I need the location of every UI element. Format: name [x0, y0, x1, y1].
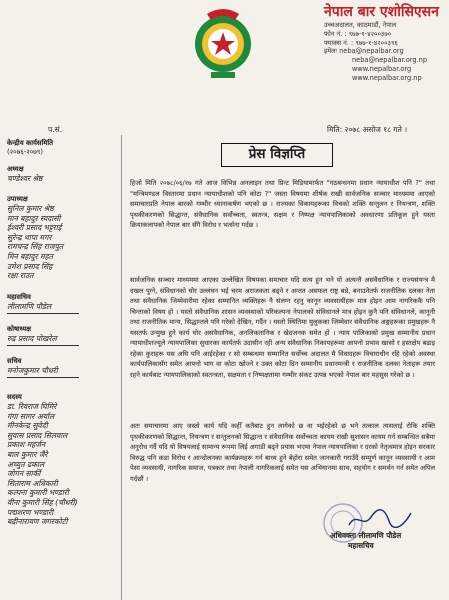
letter-date: मिति: २०७८ असोज १८ गते ।: [327, 125, 408, 134]
org-phone: फोन नं. : ९७७-१-४२००३७०: [324, 29, 392, 38]
member-name: वीना कुमारी सिंह (चौधरी): [7, 497, 78, 507]
vice-chair-name: उमेश प्रसाद सिंह: [7, 261, 53, 271]
member-name: पद्मशरण भण्डारी: [7, 507, 54, 517]
general-secretary-name: लीलामणि पौडेल: [7, 302, 52, 311]
org-website-1[interactable]: www.nepalbar.org: [352, 64, 412, 73]
signatory-title: महासचिव: [348, 541, 374, 550]
chair-section: अध्यक्ष चण्डेश्वर श्रेष्ठ: [7, 165, 43, 183]
committee-heading: केन्द्रीय कार्यसमिति (२०७६-२०७९): [7, 139, 53, 156]
member-name: बद्रीनारायण जगरकोटी: [7, 517, 68, 527]
org-email-1[interactable]: इमेलः neba@nepalbar.org: [324, 47, 404, 56]
org-fax: फ्याक्स नं. : ९७७-१-४२००३९६: [324, 38, 398, 47]
vice-chair-name: रक्षा राउत: [7, 271, 34, 281]
member-name: डा. रिवराज घिमिरे: [7, 402, 57, 411]
org-email-2[interactable]: neba@nepalbar.org.np: [352, 56, 428, 65]
vice-chair-name: मिन बहादुर महत: [7, 251, 53, 261]
vice-chair-name: रामचन्द्र सिंह राजपुत: [7, 242, 64, 252]
vice-chair-section: उपाध्यक्ष सुनिल कुमार श्रेष्ठ मान बहादुर स्वदासी ईश्वरी प्रसाद भट्टराई सुरेन्द्र थापा मगर रामचन्द्र सिंह राजपुत मिन बहादुर महत उमेश प्रसाद सिंह रक्षा राउत: [7, 195, 64, 281]
committee-sidebar: [0, 135, 122, 600]
vice-chair-name: सुनिल कुमार श्रेष्ठ: [7, 204, 54, 213]
vice-chair-name: मान बहादुर स्वदासी: [7, 213, 61, 223]
secretary-name: मनोजकुमार चौधरी: [7, 366, 58, 375]
treasurer-name: रुद्र प्रसाद पोखरेल: [7, 334, 57, 343]
secretary-section: सचिव मनोजकुमार चौधरी: [7, 357, 79, 380]
org-address: उच्चअदालत, काठमाडौं, नेपाल: [324, 21, 397, 29]
paragraph-3: अतः समाचारमा आए जस्तो कार्य यदि कहीँ कतैबाट हुन लागेको छ वा भईरहेको छ भने तत्काल त्यसलाई रोकि शक्ति पृथकीकरणको सिद्धान्त, नियन्त्रण र सन्तुलनको सिद्धान्त र संवैधानिक सर्वोच्चता कायम राखी सुशासन कायम गर्न सम्बन्धित सबैमा अनुरोध गर्दै यदि यो विषयलाई सामान्य रूपमा लिई अगाडी बढ्ने प्रयास भएमा नेपाल न्यायपालिका र दरको नेतृत्वमात्र होइन सरकार विरुद्ध पनि कडा विरोध र आन्दोलनका कार्यक्रमहरू गर्न बाध्य हुने बेहोरा समेत जानकारी गराउँदै सम्पूर्ण कानून व्यवसायी र आम पेसा व्यवसायी, नागरिक समाज, पत्रकार तथा नेपाली नागरिकलाई समेत यस अभियानमा साथ, सहयोग र समर्थन गर्न समेत अपिल गर्दछौं ।: [130, 422, 435, 483]
reference-number-label: प.सं.: [48, 125, 63, 134]
vice-chair-name: ईश्वरी प्रसाद भट्टराई: [7, 223, 62, 233]
signatory-name: अधिवक्ता लीलामणि पौडेल: [330, 531, 402, 540]
member-name: कल्पना कुमारी भण्डारी: [7, 488, 69, 498]
member-name: बाल कुमार जैरे: [7, 449, 48, 459]
signature-icon: [345, 507, 415, 531]
member-name: सिताराम अधिकारी: [7, 478, 58, 488]
member-name: सुवास प्रसाद सिलवाल: [7, 430, 68, 440]
member-name: मीनकेन्द्र सुवेदी: [7, 421, 48, 431]
general-secretary-section: महासचिव लीलामणि पौडेल: [7, 293, 79, 316]
letterhead: [0, 0, 449, 132]
chair-name: चण्डेश्वर श्रेष्ठ: [7, 174, 43, 183]
press-release-body: [123, 135, 449, 600]
paragraph-2: सार्वजनिक सञ्चार माध्यममा आएका उल्लेखित विषयका समाचार यदि सत्य हुन भने यो अत्यन्तै असंवैधानिक र राज्यसंयन्त्र मै दखल पुग्ने, संविधानको घोर उल्लंघन भई चरम अराजकता बढ्ने र अन्तत असफल राष्ट्र बन्ने, बनाउनेतर्फ राजनीतिक दलका नेता तथा संवैधानिक जिम्मेवारीमा रहेका सम्मानित व्यक्तिहरू नै संलग्न रहनु कानून व्यवसायीहरू मात्र होइन आम नागरिककै पनि चिन्ताको विषय हो । यस्तो संवैधानिक शासन व्यवस्थाको परिकल्पना नेपालको संविधानले मात्र होइन कुनै पनि संविधानले, कानूनी तथा राजनीतिक मान्य, सिद्धान्तले पनि गरेको देखिन, गर्दैन । यस्तो स्थितिमा मुलुकका जिम्मेवार संवैधानिक अङ्गहरूका प्रमुखहरू नै यसतर्फ उन्मुख हुने कार्य घोर असंवैधानिक, अनलिकतानिक र खेदजनक समेत हो । न्याय पालिकाको प्रमुख सम्मानीय प्रधान न्यायाधीशज्यूले न्यायपालिका सुधारका कार्यतर्फ उदासीन रही अन्य संवैधानिक निकायहरूमा आफ्नो प्रभाव खासो र हस्तक्षेप बढाइ रहेका कुराहरू यस अघि पनि आईरहेका र सो सम्बन्धमा सम्मानित सर्वोच्च अदालत मै विवादहरू विचाराधीन रहि रहेको अवस्था कार्यपालिकासँग समेत आफ्नो भाग वा कोटा खोज्ने र उक्त कोटा दिन सम्मानीय प्रधानमन्त्री र राजनीतिक दलका नेताहरू तयार रहने कार्यबाट न्यायपालिकाको स्वतन्त्रता, सक्षमता र निष्पक्षतामा गम्भीर संकट उत्पन्न भएको नेपाल बार महसुस गरेको छ ।: [130, 276, 435, 379]
member-name: अच्युत ढकाल: [7, 459, 45, 469]
org-contact-block: [324, 4, 446, 83]
org-website-2[interactable]: www.nepalbar.org.np: [352, 73, 422, 82]
members-section: सदस्य डा. रिवराज घिमिरे गंगा सागर अर्याल मीनकेन्द्र सुवेदी सुवास प्रसाद सिलवाल प्रकाश महर्जन बाल कुमार जैरे अच्युत ढकाल जोगन सार्की सिताराम अधिकारी कल्पना कुमारी भण्डारी वीना कुमारी सिंह (चौधरी) पद्मशरण भण्डारी बद्रीनारायण जगरकोटी: [7, 393, 78, 527]
member-name: जोगन सार्की: [7, 469, 41, 479]
org-name: नेपाल बार एशोसिएसन: [324, 4, 439, 20]
signature-block: [330, 531, 430, 551]
nepal-bar-emblem-icon: [193, 6, 253, 82]
press-release-title: प्रेस विज्ञप्ति: [221, 143, 333, 167]
member-name: गंगा सागर अर्याल: [7, 411, 55, 421]
vice-chair-name: सुरेन्द्र थापा मगर: [7, 232, 52, 242]
paragraph-1: हिजो मिति २०७८/०६/१७ गते आज विभिन्न अनलाइन तथा प्रिन्ट मिडियामार्फत "गठबन्धनमा प्रधान न्यायाधीश पनि ?" तथा "मन्त्रिमण्डल विस्तारमा प्रधान न्यायाधीशको पनि कोटा ?" जस्ता विषयमा शीर्षक राखी सार्वजनिक सञ्चार माध्यममा आएको समाचारप्रति नेपाल बारको गम्भीर ध्यानाकर्षण भएको छ । राज्यका विकायहरूका विचको शक्ति सन्तुलन र नियन्त्रण, शक्ति पृथकीकरणको सिद्धान्त, संवैधानिक सर्वोच्चता, स्वतन्त्र, सक्षम र निष्पक्ष न्यायपालिकाको अवधारणा प्रतिकूल हुने यस्ता क्रियाकलापको नेपाल बार सँगै विरोध र भर्त्सना गर्दछ ।: [130, 179, 435, 229]
member-name: प्रकाश महर्जन: [7, 440, 46, 450]
treasurer-section: कोषाध्यक्ष रुद्र प्रसाद पोखरेल: [7, 325, 79, 348]
